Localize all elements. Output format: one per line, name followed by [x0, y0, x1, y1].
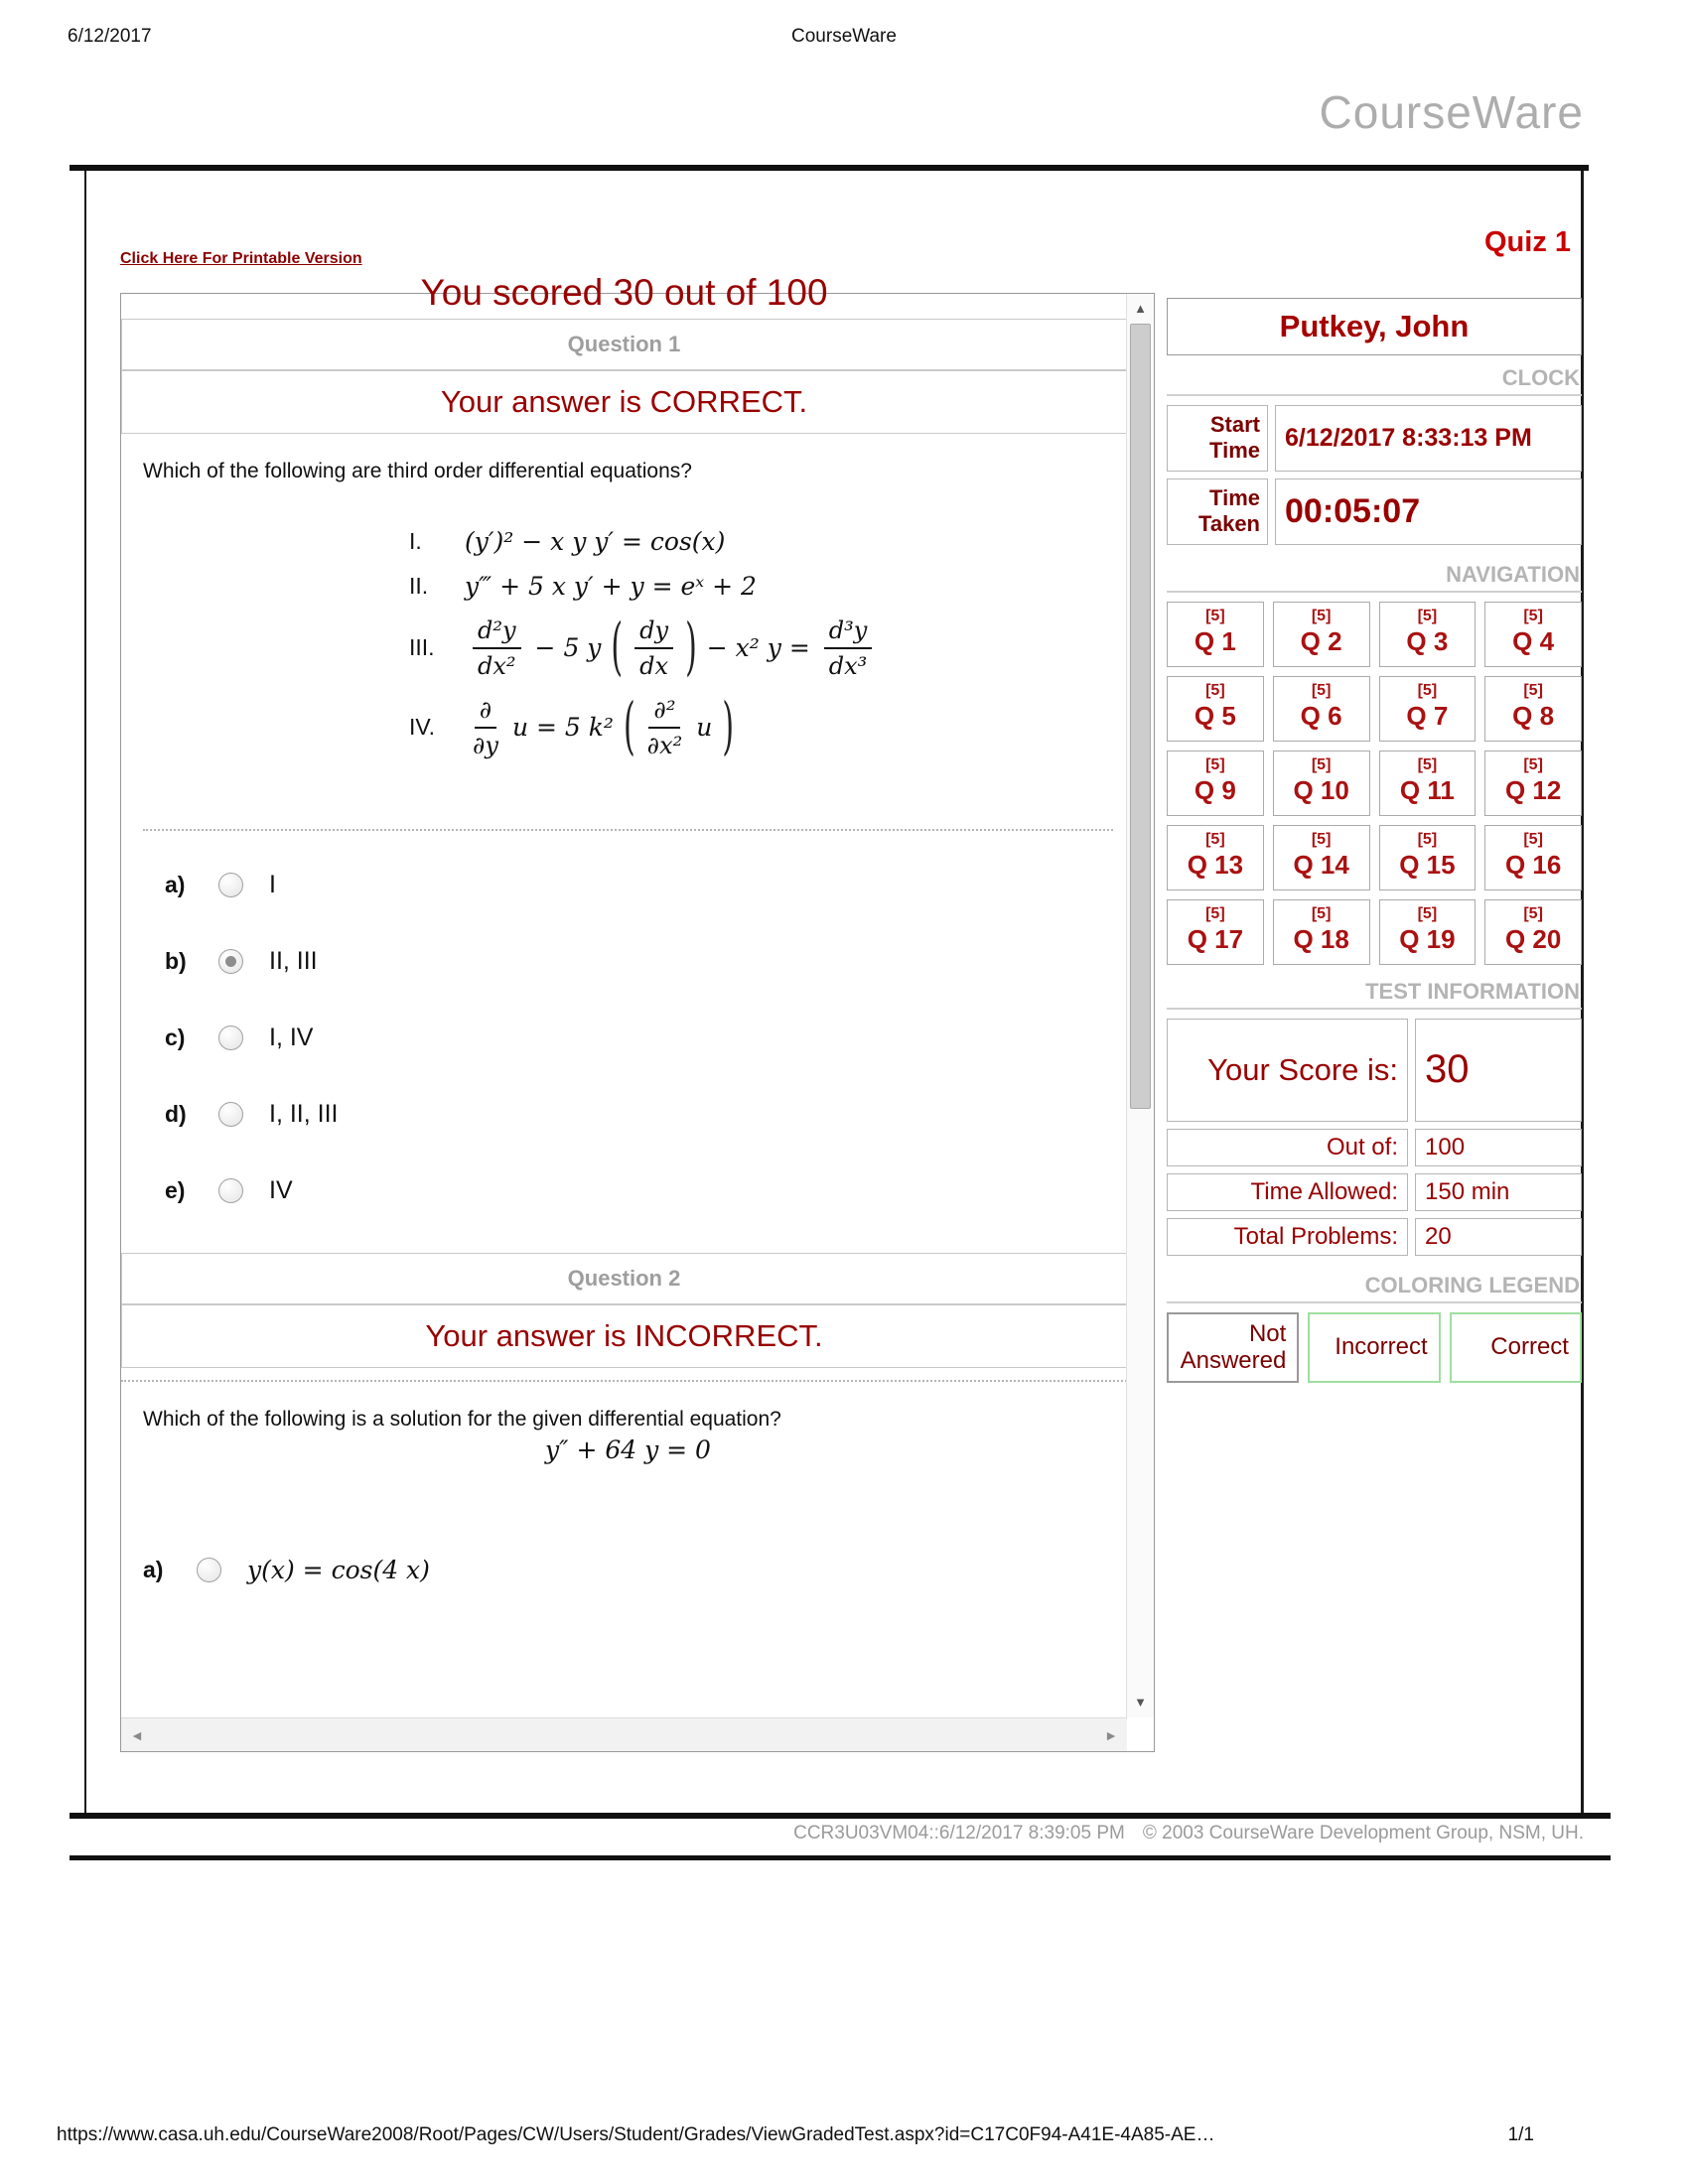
option-a-radio[interactable]	[218, 873, 243, 897]
spacer	[143, 1464, 1113, 1556]
right-paren: )	[685, 611, 697, 685]
time-taken-label: Time Taken	[1167, 478, 1268, 545]
option-b	[165, 947, 1113, 976]
nav-q9[interactable]: [5] Q 9	[1167, 751, 1264, 816]
print-header-title: CourseWare	[791, 26, 897, 47]
question-2-prompt: Which of the following is a solution for the given differential equation?	[143, 1407, 781, 1431]
question-1-body	[121, 434, 1127, 1205]
nav-q16[interactable]: [5] Q 16	[1484, 825, 1582, 890]
option-b-label: b)	[165, 947, 187, 974]
option-e	[165, 1176, 1113, 1205]
fraction: $\frac{\text{∂²}}{\text{∂x²}}$	[646, 695, 683, 759]
option-d-label: d)	[165, 1100, 187, 1127]
start-time-value: 6/12/2017 8:33:13 PM	[1275, 405, 1582, 472]
equation-IV-numeral: IV.	[409, 714, 436, 741]
option-e-radio[interactable]	[218, 1178, 243, 1203]
nav-q5[interactable]: [5] Q 5	[1167, 676, 1264, 742]
nav-q19[interactable]: [5] Q 19	[1379, 899, 1477, 965]
nav-q14[interactable]: [5] Q 14	[1273, 825, 1370, 890]
score-row	[1167, 1019, 1582, 1122]
out-of-label: Out of:	[1167, 1129, 1408, 1166]
vertical-scroll-thumb[interactable]	[1130, 324, 1151, 1109]
question-navigation-grid	[1167, 602, 1582, 965]
q2-option-a-label: a)	[143, 1556, 164, 1582]
nav-q2[interactable]: [5] Q 2	[1273, 602, 1370, 667]
graded-test-scroll-area[interactable]	[121, 272, 1127, 1717]
test-sidebar	[1167, 298, 1582, 1383]
your-score-value: 30	[1415, 1019, 1582, 1122]
start-time-row	[1167, 405, 1582, 472]
time-allowed-row	[1167, 1173, 1582, 1211]
option-a-label: a)	[165, 871, 186, 897]
scroll-down-icon[interactable]: ▼	[1134, 1695, 1147, 1709]
time-taken-row	[1167, 478, 1582, 545]
question-2-equation: y″ + 64 y = 0	[545, 1434, 711, 1464]
nav-q6[interactable]: [5] Q 6	[1273, 676, 1370, 742]
nav-q1[interactable]: [5] Q 1	[1167, 602, 1264, 667]
nav-q17[interactable]: [5] Q 17	[1167, 899, 1264, 965]
question-1-header: Question 1	[121, 319, 1127, 370]
option-d-text: I, II, III	[269, 1099, 339, 1128]
equation-III	[409, 611, 1113, 685]
vertical-scrollbar[interactable]	[1126, 294, 1154, 1717]
total-problems-row	[1167, 1218, 1582, 1256]
option-c-text: I, IV	[269, 1023, 314, 1051]
equation-I	[409, 527, 1113, 556]
nav-q7[interactable]: [5] Q 7	[1379, 676, 1477, 742]
nav-q4[interactable]: [5] Q 4	[1484, 602, 1582, 667]
graded-test-panel	[120, 272, 1155, 1752]
footer-stamp	[793, 1823, 1584, 1844]
quiz-title: Quiz 1	[1483, 226, 1571, 258]
nav-q15[interactable]: [5] Q 15	[1379, 825, 1477, 890]
q2-option-a-radio[interactable]	[197, 1558, 221, 1582]
time-taken-value: 00:05:07	[1275, 478, 1582, 545]
equation-III-mid1: − 5 y	[534, 633, 602, 663]
option-d	[165, 1100, 1113, 1129]
left-paren: (	[623, 690, 635, 764]
nav-q18[interactable]: [5] Q 18	[1273, 899, 1370, 965]
question-1-verdict: Your answer is CORRECT.	[121, 370, 1127, 434]
option-e-label: e)	[165, 1176, 186, 1203]
option-a	[165, 871, 1113, 899]
equation-II	[409, 572, 1113, 601]
page-number: 1/1	[1507, 2124, 1534, 2145]
equation-IV	[409, 690, 1113, 764]
printable-version-link[interactable]: Click Here For Printable Version	[120, 250, 362, 267]
session-stamp: CCR3U03VM04::6/12/2017 8:39:05 PM	[793, 1823, 1125, 1843]
q2-option-a-text: y(x) = cos(4 x)	[247, 1555, 430, 1584]
copyright-text: © 2003 CourseWare Development Group, NSM, UH.	[1142, 1823, 1584, 1843]
page-url: https://www.casa.uh.edu/CourseWare2008/Root/Pages/CW/Users/Student/Grades/ViewGradedTest.aspx?id=C17C0F94-A41E-4A85-AE…	[57, 2124, 1215, 2145]
fraction: $\frac{dy}{dx}$	[634, 616, 673, 680]
equation-I-numeral: I.	[409, 527, 422, 554]
option-d-radio[interactable]	[218, 1102, 243, 1127]
option-e-text: IV	[269, 1175, 293, 1204]
scroll-left-icon[interactable]: ◄	[130, 1726, 144, 1743]
equation-II-numeral: II.	[409, 572, 429, 599]
coloring-legend	[1167, 1312, 1582, 1383]
start-time-label: Start Time	[1167, 405, 1268, 472]
q2-option-a	[143, 1556, 1113, 1584]
fraction: $\frac{\text{d³y}}{\text{dx³}}$	[824, 616, 873, 680]
question-2-header: Question 2	[121, 1253, 1127, 1304]
options-divider	[143, 829, 1113, 831]
left-paren: (	[611, 611, 624, 685]
time-allowed-label: Time Allowed:	[1167, 1173, 1408, 1211]
coloring-legend-heading: COLORING LEGEND	[1167, 1263, 1582, 1303]
your-score-label: Your Score is:	[1167, 1019, 1408, 1122]
print-footer	[57, 2124, 1534, 2146]
question-2-body	[121, 1382, 1127, 1584]
nav-q3[interactable]: [5] Q 3	[1379, 602, 1477, 667]
equation-IV-tail: u	[696, 713, 713, 743]
nav-q11[interactable]: [5] Q 11	[1379, 751, 1477, 816]
scroll-right-icon[interactable]: ►	[1104, 1726, 1118, 1743]
equation-II-body: y‴ + 5 x y′ + y = eˣ + 2	[465, 571, 757, 601]
option-c	[165, 1024, 1113, 1052]
option-b-radio[interactable]	[218, 949, 243, 974]
legend-correct: Correct	[1450, 1312, 1582, 1383]
option-a-text: I	[269, 870, 276, 898]
out-of-value: 100	[1415, 1129, 1582, 1166]
main-content-box	[84, 171, 1584, 1813]
question-1-prompt: Which of the following are third order differential equations?	[143, 459, 692, 482]
question-1-options	[165, 871, 1113, 1205]
option-c-label: c)	[165, 1024, 186, 1050]
out-of-row	[1167, 1129, 1582, 1166]
right-paren: )	[722, 690, 735, 764]
time-allowed-value: 150 min	[1415, 1173, 1582, 1211]
legend-not-answered: Not Answered	[1167, 1312, 1299, 1383]
equation-list	[409, 526, 1113, 764]
legend-incorrect: Incorrect	[1308, 1312, 1440, 1383]
score-banner: You scored 30 out of 100	[420, 272, 828, 313]
print-header-date: 6/12/2017	[68, 26, 152, 47]
test-information-heading: TEST INFORMATION	[1167, 969, 1582, 1010]
equation-IV-mid: u = 5 k²	[511, 713, 614, 743]
equation-III-numeral: III.	[409, 634, 435, 661]
clock-section-heading: CLOCK	[1167, 355, 1582, 396]
nav-q12[interactable]: [5] Q 12	[1484, 751, 1582, 816]
option-b-text: II, III	[269, 946, 318, 975]
student-name: Putkey, John	[1167, 298, 1582, 355]
navigation-section-heading: NAVIGATION	[1167, 552, 1582, 593]
courseware-logo: CourseWare	[1319, 86, 1584, 138]
nav-q8[interactable]: [5] Q 8	[1484, 676, 1582, 742]
fraction: $\frac{\partial}{\partial y}$	[473, 695, 498, 759]
nav-q10[interactable]: [5] Q 10	[1273, 751, 1370, 816]
equation-I-body: (y′)² − x y y′ = cos(x)	[465, 526, 726, 556]
scroll-up-icon[interactable]: ▲	[1134, 301, 1147, 316]
fraction: $\frac{\text{d²y}}{\text{dx²}}$	[473, 616, 521, 680]
bottom-divider-2	[70, 1855, 1611, 1860]
horizontal-scrollbar[interactable]	[121, 1717, 1127, 1751]
nav-q13[interactable]: [5] Q 13	[1167, 825, 1264, 890]
total-problems-label: Total Problems:	[1167, 1218, 1408, 1256]
nav-q20[interactable]: [5] Q 20	[1484, 899, 1582, 965]
question-2-verdict: Your answer is INCORRECT.	[121, 1304, 1127, 1368]
bottom-divider-1	[70, 1813, 1611, 1819]
equation-III-mid2: − x² y =	[706, 633, 810, 663]
option-c-radio[interactable]	[218, 1025, 243, 1050]
total-problems-value: 20	[1415, 1218, 1582, 1256]
